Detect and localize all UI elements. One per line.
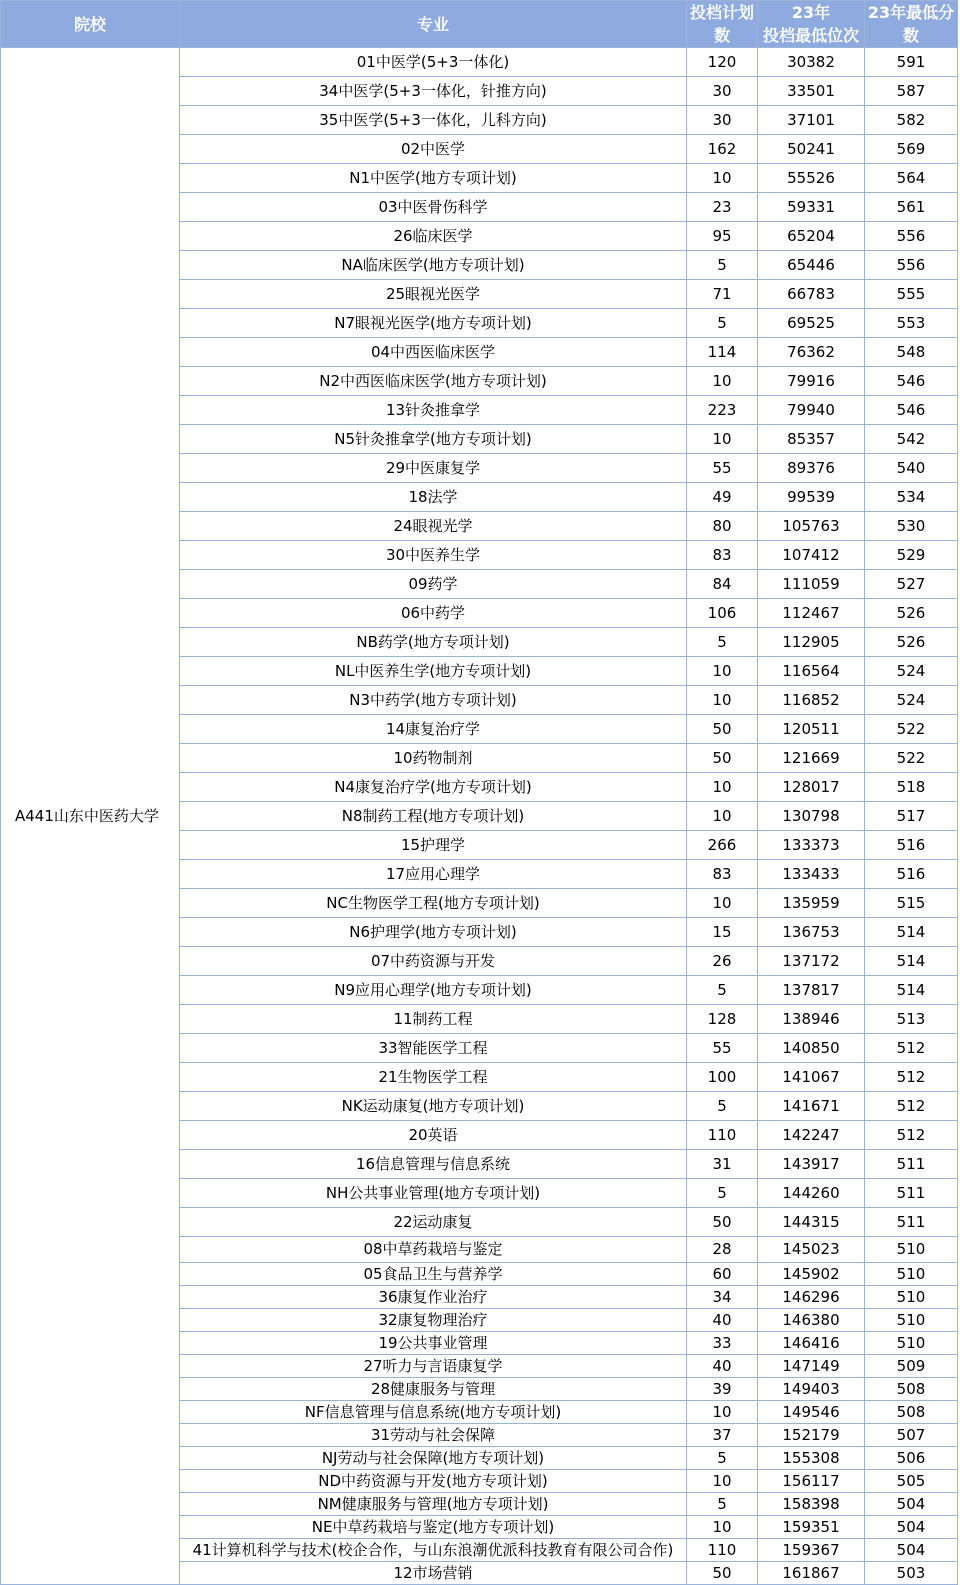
- score-cell: 529: [865, 541, 958, 570]
- score-cell: 553: [865, 309, 958, 338]
- plan-cell: 50: [687, 715, 758, 744]
- major-cell: N7眼视光医学(地方专项计划): [180, 309, 687, 338]
- school-cell: A441山东中医药大学: [1, 48, 180, 1585]
- rank-cell: 79916: [758, 367, 865, 396]
- score-cell: 512: [865, 1063, 958, 1092]
- major-cell: NA临床医学(地方专项计划): [180, 251, 687, 280]
- score-cell: 516: [865, 831, 958, 860]
- header-row: [1, 1, 958, 48]
- score-cell: 524: [865, 686, 958, 715]
- score-cell: 512: [865, 1034, 958, 1063]
- header-plan-line2: 数: [713, 26, 730, 45]
- rank-cell: 141067: [758, 1063, 865, 1092]
- score-cell: 510: [865, 1332, 958, 1355]
- rank-cell: 116852: [758, 686, 865, 715]
- major-cell: NF信息管理与信息系统(地方专项计划): [180, 1401, 687, 1424]
- plan-cell: 60: [687, 1263, 758, 1286]
- rank-cell: 30382: [758, 48, 865, 77]
- header-plan-line1: 投档计划: [689, 3, 754, 22]
- plan-cell: 114: [687, 338, 758, 367]
- major-cell: NH公共事业管理(地方专项计划): [180, 1179, 687, 1208]
- score-cell: 504: [865, 1493, 958, 1516]
- plan-cell: 10: [687, 1470, 758, 1493]
- score-cell: 511: [865, 1208, 958, 1237]
- major-cell: 13针灸推拿学: [180, 396, 687, 425]
- rank-cell: 133433: [758, 860, 865, 889]
- rank-cell: 143917: [758, 1150, 865, 1179]
- major-cell: 12市场营销: [180, 1562, 687, 1585]
- score-cell: 526: [865, 599, 958, 628]
- rank-cell: 79940: [758, 396, 865, 425]
- score-cell: 546: [865, 367, 958, 396]
- rank-cell: 50241: [758, 135, 865, 164]
- plan-cell: 5: [687, 251, 758, 280]
- plan-cell: 10: [687, 686, 758, 715]
- score-cell: 505: [865, 1470, 958, 1493]
- major-cell: 04中西医临床医学: [180, 338, 687, 367]
- plan-cell: 10: [687, 164, 758, 193]
- score-cell: 582: [865, 106, 958, 135]
- header-school: 院校: [1, 1, 180, 48]
- major-cell: N8制药工程(地方专项计划): [180, 802, 687, 831]
- plan-cell: 84: [687, 570, 758, 599]
- score-cell: 510: [865, 1263, 958, 1286]
- table-body: [1, 48, 958, 1585]
- score-cell: 526: [865, 628, 958, 657]
- plan-cell: 50: [687, 1208, 758, 1237]
- score-cell: 507: [865, 1424, 958, 1447]
- header-rank-line1: 23年: [791, 3, 831, 22]
- major-cell: NL中医养生学(地方专项计划): [180, 657, 687, 686]
- major-cell: 27听力与言语康复学: [180, 1355, 687, 1378]
- plan-cell: 95: [687, 222, 758, 251]
- plan-cell: 120: [687, 48, 758, 77]
- score-cell: 508: [865, 1401, 958, 1424]
- major-cell: 03中医骨伤科学: [180, 193, 687, 222]
- major-cell: 30中医养生学: [180, 541, 687, 570]
- major-cell: NE中草药栽培与鉴定(地方专项计划): [180, 1516, 687, 1539]
- rank-cell: 105763: [758, 512, 865, 541]
- rank-cell: 137817: [758, 976, 865, 1005]
- plan-cell: 49: [687, 483, 758, 512]
- plan-cell: 10: [687, 1516, 758, 1539]
- score-cell: 511: [865, 1150, 958, 1179]
- plan-cell: 128: [687, 1005, 758, 1034]
- score-cell: 508: [865, 1378, 958, 1401]
- rank-cell: 152179: [758, 1424, 865, 1447]
- score-cell: 512: [865, 1121, 958, 1150]
- rank-cell: 136753: [758, 918, 865, 947]
- rank-cell: 158398: [758, 1493, 865, 1516]
- major-cell: 06中药学: [180, 599, 687, 628]
- plan-cell: 26: [687, 947, 758, 976]
- rank-cell: 149546: [758, 1401, 865, 1424]
- rank-cell: 149403: [758, 1378, 865, 1401]
- score-cell: 540: [865, 454, 958, 483]
- major-cell: NB药学(地方专项计划): [180, 628, 687, 657]
- score-cell: 516: [865, 860, 958, 889]
- rank-cell: 137172: [758, 947, 865, 976]
- major-cell: 16信息管理与信息系统: [180, 1150, 687, 1179]
- major-cell: N6护理学(地方专项计划): [180, 918, 687, 947]
- rank-cell: 128017: [758, 773, 865, 802]
- plan-cell: 5: [687, 1447, 758, 1470]
- plan-cell: 33: [687, 1332, 758, 1355]
- plan-cell: 110: [687, 1121, 758, 1150]
- plan-cell: 71: [687, 280, 758, 309]
- major-cell: 10药物制剂: [180, 744, 687, 773]
- rank-cell: 130798: [758, 802, 865, 831]
- score-cell: 556: [865, 251, 958, 280]
- rank-cell: 65204: [758, 222, 865, 251]
- major-cell: N9应用心理学(地方专项计划): [180, 976, 687, 1005]
- plan-cell: 37: [687, 1424, 758, 1447]
- plan-cell: 10: [687, 773, 758, 802]
- score-cell: 517: [865, 802, 958, 831]
- rank-cell: 140850: [758, 1034, 865, 1063]
- score-cell: 569: [865, 135, 958, 164]
- rank-cell: 142247: [758, 1121, 865, 1150]
- rank-cell: 55526: [758, 164, 865, 193]
- score-cell: 587: [865, 77, 958, 106]
- plan-cell: 34: [687, 1286, 758, 1309]
- rank-cell: 145023: [758, 1237, 865, 1263]
- major-cell: 11制药工程: [180, 1005, 687, 1034]
- plan-cell: 50: [687, 744, 758, 773]
- rank-cell: 146416: [758, 1332, 865, 1355]
- rank-cell: 144315: [758, 1208, 865, 1237]
- major-cell: ND中药资源与开发(地方专项计划): [180, 1470, 687, 1493]
- rank-cell: 69525: [758, 309, 865, 338]
- rank-cell: 146296: [758, 1286, 865, 1309]
- plan-cell: 30: [687, 106, 758, 135]
- major-cell: 22运动康复: [180, 1208, 687, 1237]
- plan-cell: 5: [687, 1179, 758, 1208]
- plan-cell: 55: [687, 1034, 758, 1063]
- rank-cell: 155308: [758, 1447, 865, 1470]
- rank-cell: 85357: [758, 425, 865, 454]
- major-cell: 32康复物理治疗: [180, 1309, 687, 1332]
- rank-cell: 76362: [758, 338, 865, 367]
- plan-cell: 100: [687, 1063, 758, 1092]
- plan-cell: 50: [687, 1562, 758, 1585]
- score-cell: 515: [865, 889, 958, 918]
- major-cell: 24眼视光学: [180, 512, 687, 541]
- major-cell: NJ劳动与社会保障(地方专项计划): [180, 1447, 687, 1470]
- major-cell: 08中草药栽培与鉴定: [180, 1237, 687, 1263]
- rank-cell: 33501: [758, 77, 865, 106]
- score-cell: 506: [865, 1447, 958, 1470]
- rank-cell: 89376: [758, 454, 865, 483]
- major-cell: N1中医学(地方专项计划): [180, 164, 687, 193]
- plan-cell: 10: [687, 802, 758, 831]
- score-cell: 514: [865, 918, 958, 947]
- major-cell: N2中西医临床医学(地方专项计划): [180, 367, 687, 396]
- rank-cell: 159351: [758, 1516, 865, 1539]
- score-cell: 555: [865, 280, 958, 309]
- rank-cell: 107412: [758, 541, 865, 570]
- plan-cell: 10: [687, 425, 758, 454]
- plan-cell: 39: [687, 1378, 758, 1401]
- major-cell: 17应用心理学: [180, 860, 687, 889]
- rank-cell: 66783: [758, 280, 865, 309]
- major-cell: NC生物医学工程(地方专项计划): [180, 889, 687, 918]
- score-cell: 548: [865, 338, 958, 367]
- plan-cell: 162: [687, 135, 758, 164]
- plan-cell: 15: [687, 918, 758, 947]
- score-cell: 503: [865, 1562, 958, 1585]
- plan-cell: 10: [687, 367, 758, 396]
- score-cell: 511: [865, 1179, 958, 1208]
- plan-cell: 106: [687, 599, 758, 628]
- major-cell: 18法学: [180, 483, 687, 512]
- score-cell: 556: [865, 222, 958, 251]
- major-cell: 02中医学: [180, 135, 687, 164]
- major-cell: N3中药学(地方专项计划): [180, 686, 687, 715]
- plan-cell: 5: [687, 628, 758, 657]
- rank-cell: 59331: [758, 193, 865, 222]
- rank-cell: 116564: [758, 657, 865, 686]
- rank-cell: 156117: [758, 1470, 865, 1493]
- plan-cell: 10: [687, 657, 758, 686]
- plan-cell: 10: [687, 1401, 758, 1424]
- score-cell: 510: [865, 1286, 958, 1309]
- rank-cell: 37101: [758, 106, 865, 135]
- major-cell: 01中医学(5+3一体化): [180, 48, 687, 77]
- plan-cell: 30: [687, 77, 758, 106]
- rank-cell: 138946: [758, 1005, 865, 1034]
- score-cell: 524: [865, 657, 958, 686]
- rank-cell: 112905: [758, 628, 865, 657]
- score-cell: 564: [865, 164, 958, 193]
- rank-cell: 161867: [758, 1562, 865, 1585]
- score-cell: 512: [865, 1092, 958, 1121]
- rank-cell: 111059: [758, 570, 865, 599]
- major-cell: 34中医学(5+3一体化，针推方向): [180, 77, 687, 106]
- score-cell: 522: [865, 744, 958, 773]
- major-cell: NK运动康复(地方专项计划): [180, 1092, 687, 1121]
- score-cell: 522: [865, 715, 958, 744]
- major-cell: 07中药资源与开发: [180, 947, 687, 976]
- header-rank: [758, 1, 865, 48]
- major-cell: 26临床医学: [180, 222, 687, 251]
- plan-cell: 80: [687, 512, 758, 541]
- major-cell: 31劳动与社会保障: [180, 1424, 687, 1447]
- major-cell: 20英语: [180, 1121, 687, 1150]
- major-cell: 15护理学: [180, 831, 687, 860]
- score-cell: 534: [865, 483, 958, 512]
- plan-cell: 40: [687, 1355, 758, 1378]
- plan-cell: 40: [687, 1309, 758, 1332]
- major-cell: 35中医学(5+3一体化，儿科方向): [180, 106, 687, 135]
- major-cell: 05食品卫生与营养学: [180, 1263, 687, 1286]
- rank-cell: 121669: [758, 744, 865, 773]
- major-cell: 28健康服务与管理: [180, 1378, 687, 1401]
- plan-cell: 5: [687, 1493, 758, 1516]
- score-cell: 510: [865, 1309, 958, 1332]
- score-cell: 527: [865, 570, 958, 599]
- plan-cell: 223: [687, 396, 758, 425]
- header-major: 专业: [180, 1, 687, 48]
- score-cell: 504: [865, 1516, 958, 1539]
- header-plan: [687, 1, 758, 48]
- major-cell: 09药学: [180, 570, 687, 599]
- rank-cell: 141671: [758, 1092, 865, 1121]
- score-cell: 518: [865, 773, 958, 802]
- major-cell: 33智能医学工程: [180, 1034, 687, 1063]
- score-cell: 546: [865, 396, 958, 425]
- rank-cell: 99539: [758, 483, 865, 512]
- plan-cell: 83: [687, 541, 758, 570]
- major-cell: N5针灸推拿学(地方专项计划): [180, 425, 687, 454]
- rank-cell: 146380: [758, 1309, 865, 1332]
- score-cell: 513: [865, 1005, 958, 1034]
- plan-cell: 23: [687, 193, 758, 222]
- plan-cell: 28: [687, 1237, 758, 1263]
- score-cell: 510: [865, 1237, 958, 1263]
- rank-cell: 120511: [758, 715, 865, 744]
- plan-cell: 266: [687, 831, 758, 860]
- table-row: [1, 48, 958, 77]
- major-cell: 29中医康复学: [180, 454, 687, 483]
- plan-cell: 5: [687, 976, 758, 1005]
- plan-cell: 5: [687, 1092, 758, 1121]
- score-cell: 542: [865, 425, 958, 454]
- score-cell: 591: [865, 48, 958, 77]
- rank-cell: 112467: [758, 599, 865, 628]
- rank-cell: 159367: [758, 1539, 865, 1562]
- score-cell: 514: [865, 947, 958, 976]
- plan-cell: 110: [687, 1539, 758, 1562]
- major-cell: NM健康服务与管理(地方专项计划): [180, 1493, 687, 1516]
- plan-cell: 55: [687, 454, 758, 483]
- rank-cell: 144260: [758, 1179, 865, 1208]
- header-rank-line2: 投档最低位次: [762, 26, 859, 45]
- major-cell: 21生物医学工程: [180, 1063, 687, 1092]
- rank-cell: 135959: [758, 889, 865, 918]
- header-score-line1: 23年最低分: [867, 3, 955, 22]
- plan-cell: 83: [687, 860, 758, 889]
- rank-cell: 145902: [758, 1263, 865, 1286]
- rank-cell: 65446: [758, 251, 865, 280]
- score-cell: 561: [865, 193, 958, 222]
- score-cell: 504: [865, 1539, 958, 1562]
- score-cell: 509: [865, 1355, 958, 1378]
- score-cell: 530: [865, 512, 958, 541]
- header-score-line2: 数: [902, 26, 919, 45]
- major-cell: 41计算机科学与技术(校企合作，与山东浪潮优派科技教育有限公司合作): [180, 1539, 687, 1562]
- plan-cell: 31: [687, 1150, 758, 1179]
- rank-cell: 133373: [758, 831, 865, 860]
- rank-cell: 147149: [758, 1355, 865, 1378]
- major-cell: 25眼视光医学: [180, 280, 687, 309]
- major-cell: 14康复治疗学: [180, 715, 687, 744]
- score-cell: 514: [865, 976, 958, 1005]
- plan-cell: 5: [687, 309, 758, 338]
- major-cell: N4康复治疗学(地方专项计划): [180, 773, 687, 802]
- major-cell: 36康复作业治疗: [180, 1286, 687, 1309]
- major-cell: 19公共事业管理: [180, 1332, 687, 1355]
- header-score: [865, 1, 958, 48]
- plan-cell: 10: [687, 889, 758, 918]
